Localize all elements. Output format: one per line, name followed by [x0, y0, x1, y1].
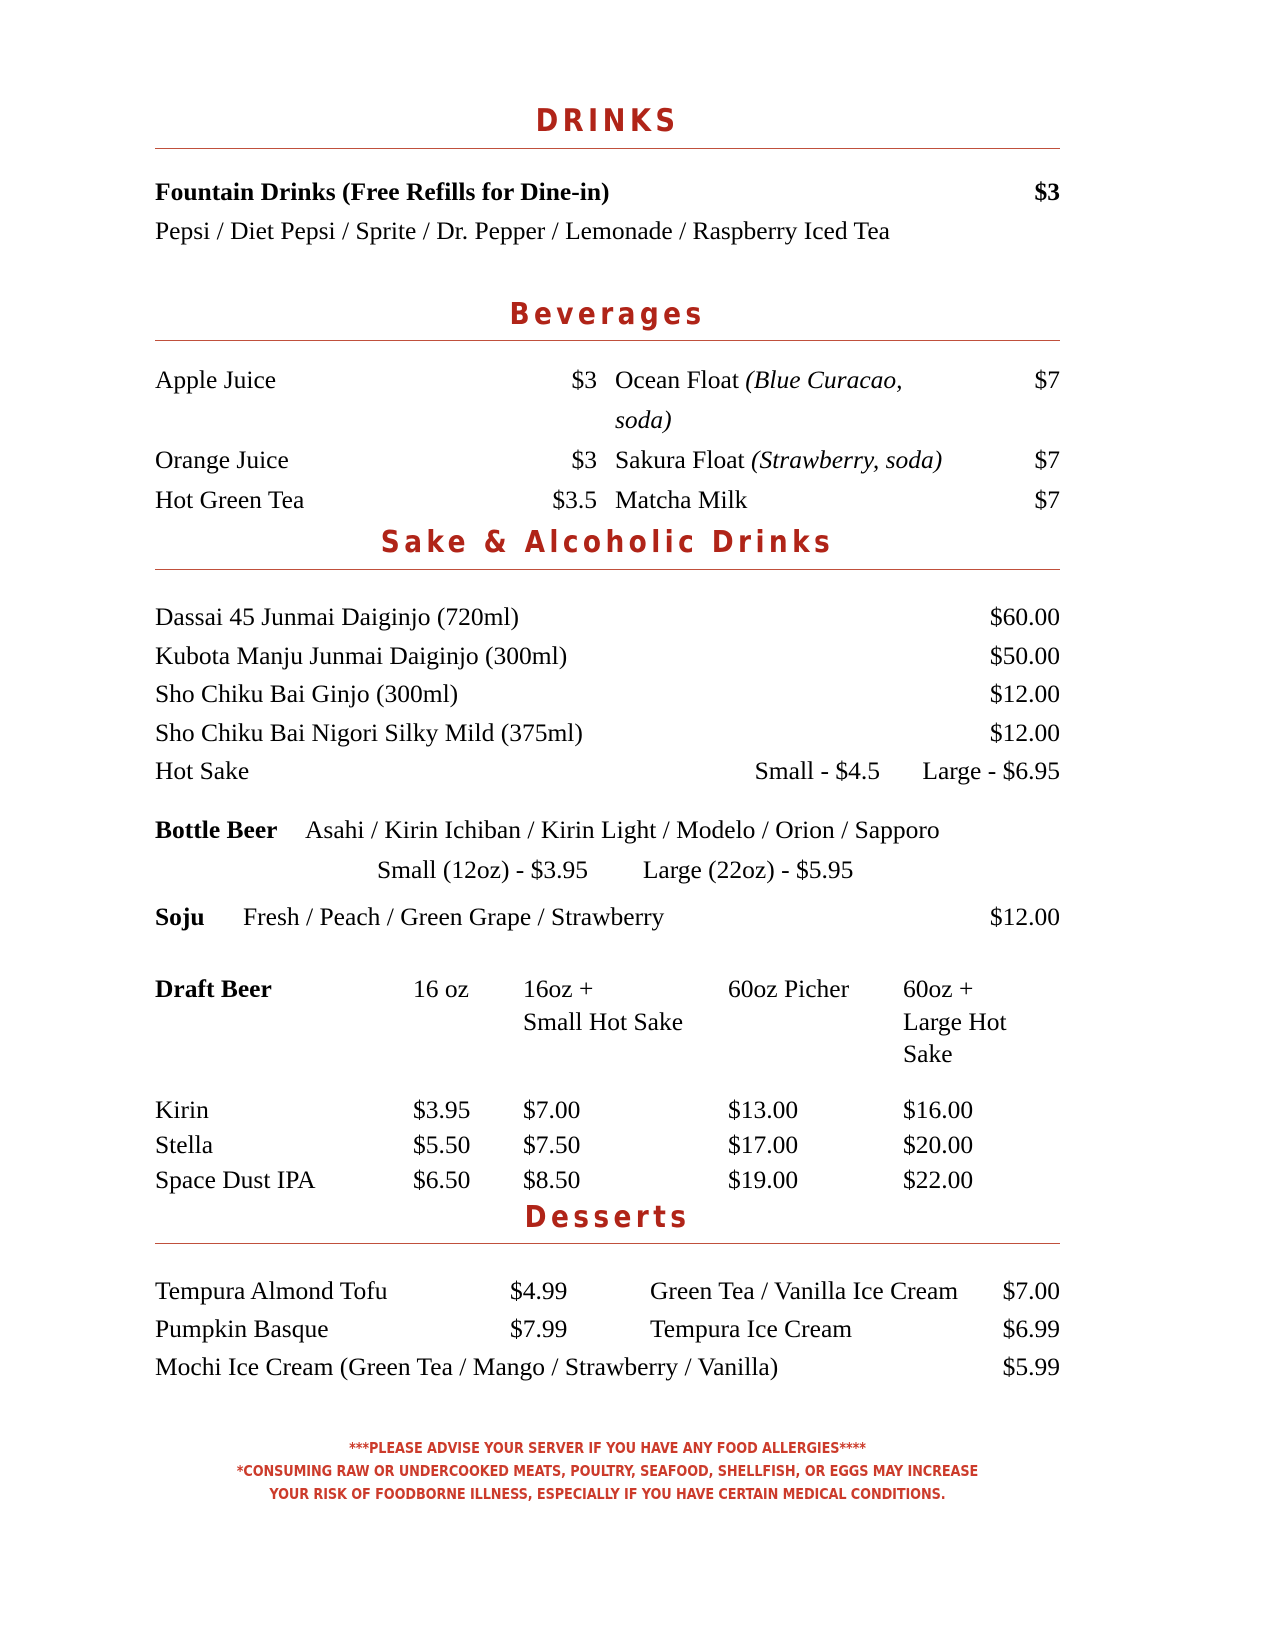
- beverage-price-right: $7: [1034, 365, 1060, 394]
- beverage-label: Ocean Float: [615, 365, 739, 394]
- draft-beer-price: $8.50: [523, 1165, 581, 1194]
- beverages-section-header: [155, 297, 1060, 341]
- beverage-name-right: [615, 480, 960, 520]
- draft-beer-price: $7.50: [523, 1130, 581, 1159]
- bottle-beer-row: [155, 810, 1060, 850]
- beverage-price-right: $7: [1034, 445, 1060, 474]
- sake-row: [155, 714, 1060, 753]
- mochi-ice-cream-name: Mochi Ice Cream (Green Tea / Mango / Strawberry / Vanilla): [155, 1352, 779, 1381]
- beverage-label: Sakura Float: [615, 445, 745, 474]
- beverages-grid: [155, 360, 1060, 520]
- draft-col-header-2: 16oz +: [523, 974, 594, 1003]
- bottle-beer-label: Bottle Beer: [155, 815, 278, 844]
- beverage-name: Orange Juice: [155, 445, 289, 474]
- draft-beer-name: Stella: [155, 1130, 214, 1159]
- desserts-heading: Desserts: [524, 1200, 691, 1235]
- beverage-name-right: [615, 440, 960, 480]
- draft-beer-row: [155, 1092, 1060, 1127]
- desserts-divider: [155, 1243, 1060, 1244]
- draft-beer-row: [155, 1162, 1060, 1197]
- sake-name: Dassai 45 Junmai Daiginjo (720ml): [155, 602, 520, 631]
- draft-beer-price: $17.00: [728, 1130, 799, 1159]
- mochi-ice-cream-price: $5.99: [1002, 1352, 1060, 1381]
- hot-sake-large-price: Large - $6.95: [922, 756, 1060, 785]
- draft-sub-blank: [155, 1006, 413, 1070]
- mochi-ice-cream-row: [155, 1348, 1060, 1386]
- sake-name: Sho Chiku Bai Ginjo (300ml): [155, 679, 459, 708]
- draft-beer-price: $13.00: [728, 1095, 799, 1124]
- draft-beer-header-row: [155, 972, 1060, 1006]
- drinks-section-header: [155, 103, 1060, 149]
- fountain-drinks-price: $3: [1034, 177, 1060, 206]
- fountain-drinks-block: [155, 173, 1060, 251]
- dessert-price: $4.99: [510, 1276, 568, 1305]
- beverage-price-right: $7: [1034, 485, 1060, 514]
- bottle-beer-sizes: [155, 850, 1060, 890]
- draft-spacer-row: [155, 1070, 1060, 1092]
- draft-beer-name: Kirin: [155, 1095, 209, 1124]
- hot-sake-row: [155, 752, 1060, 791]
- draft-beer-price: $22.00: [903, 1165, 974, 1194]
- draft-beer-price: $19.00: [728, 1165, 799, 1194]
- beverage-desc: (Blue Curacao, soda): [615, 365, 903, 434]
- draft-beer-price: $5.50: [413, 1130, 471, 1159]
- draft-beer-label: Draft Beer: [155, 974, 272, 1003]
- sake-name: Kubota Manju Junmai Daiginjo (300ml): [155, 640, 568, 670]
- bottle-beer-block: [155, 810, 1060, 890]
- draft-col-sub-4: Large Hot Sake: [903, 1007, 1007, 1068]
- draft-beer-price: $3.95: [413, 1095, 471, 1124]
- draft-col-header-3: 60oz Picher: [728, 974, 850, 1003]
- draft-col-sub-2: Small Hot Sake: [523, 1007, 684, 1036]
- sake-row: [155, 675, 1060, 714]
- draft-col-sub-3: [728, 1006, 903, 1070]
- desserts-grid: [155, 1272, 1060, 1348]
- bottle-beer-large: Large (22oz) - $5.95: [642, 855, 854, 884]
- draft-beer-price: $20.00: [903, 1130, 974, 1159]
- sake-name: Sho Chiku Bai Nigori Silky Mild (375ml): [155, 717, 583, 747]
- soju-price: $12.00: [989, 902, 1060, 931]
- fountain-drinks-row: [155, 173, 1060, 211]
- soju-row: [155, 897, 1060, 937]
- draft-beer-price: $16.00: [903, 1095, 974, 1124]
- draft-beer-table: [155, 972, 1060, 1197]
- sake-price: $60.00: [989, 602, 1060, 631]
- draft-beer-subheader-row: [155, 1006, 1060, 1070]
- draft-beer-row: [155, 1127, 1060, 1162]
- beverage-price: $3: [571, 365, 597, 394]
- bottle-beer-brands: Asahi / Kirin Ichiban / Kirin Light / Modelo / Orion / Sapporo: [305, 815, 940, 844]
- dessert-price: $7.99: [510, 1314, 568, 1343]
- sake-price: $50.00: [989, 640, 1060, 670]
- sake-heading: Sake & Alcoholic Drinks: [380, 525, 835, 560]
- draft-col-header-1: 16 oz: [413, 974, 469, 1003]
- beverage-name-right: [615, 360, 960, 440]
- dessert-name: Tempura Almond Tofu: [155, 1276, 388, 1305]
- draft-beer-price: $7.00: [523, 1095, 581, 1124]
- disclaimer-line-2: *CONSUMING RAW OR UNDERCOOKED MEATS, POULTRY, SEAFOOD, SHELLFISH, OR EGGS MAY INCREASE: [236, 1462, 979, 1480]
- beverage-name: Apple Juice: [155, 365, 277, 394]
- disclaimer-line-1: ***PLEASE ADVISE YOUR SERVER IF YOU HAVE ANY FOOD ALLERGIES****: [349, 1439, 866, 1457]
- drinks-heading: DRINKS: [535, 103, 680, 139]
- draft-col-sub-1: [413, 1006, 523, 1070]
- hot-sake-name: Hot Sake: [155, 756, 250, 785]
- dessert-price-right: $6.99: [1002, 1314, 1060, 1343]
- menu-page: [155, 0, 1060, 1650]
- soju-label: Soju: [155, 902, 205, 931]
- beverage-price: $3: [571, 445, 597, 474]
- beverages-heading: Beverages: [509, 297, 706, 332]
- sake-bottle-list: [155, 598, 1060, 791]
- beverage-desc: (Strawberry, soda): [750, 445, 943, 474]
- hot-sake-small-price: Small - $4.5: [754, 756, 880, 785]
- beverage-name: Hot Green Tea: [155, 485, 305, 514]
- draft-beer-price: $6.50: [413, 1165, 471, 1194]
- beverage-price: $3.5: [552, 485, 597, 514]
- sake-section-header: [155, 525, 1060, 570]
- sake-price: $12.00: [989, 717, 1060, 747]
- dessert-name-right: Green Tea / Vanilla Ice Cream: [650, 1276, 959, 1305]
- sake-row: [155, 598, 1060, 637]
- dessert-name: Pumpkin Basque: [155, 1314, 329, 1343]
- beverage-label: Matcha Milk: [615, 485, 748, 514]
- draft-col-header-4: 60oz +: [903, 974, 974, 1003]
- dessert-name-right: Tempura Ice Cream: [650, 1314, 853, 1343]
- drinks-divider: [155, 148, 1060, 149]
- fountain-drinks-title: Fountain Drinks (Free Refills for Dine-in): [155, 177, 610, 206]
- disclaimer-line-3: YOUR RISK OF FOODBORNE ILLNESS, ESPECIALLY IF YOU HAVE CERTAIN MEDICAL CONDITIONS.: [269, 1485, 946, 1503]
- sake-price: $12.00: [989, 679, 1060, 708]
- bottle-beer-small: Small (12oz) - $3.95: [377, 855, 589, 884]
- desserts-section-header: [155, 1200, 1060, 1244]
- fountain-drinks-options: Pepsi / Diet Pepsi / Sprite / Dr. Pepper / Lemonade / Raspberry Iced Tea: [155, 216, 890, 245]
- sake-row: [155, 637, 1060, 676]
- allergy-disclaimer: [191, 1437, 1024, 1506]
- dessert-price-right: $7.00: [1002, 1276, 1060, 1305]
- sake-divider: [155, 569, 1060, 570]
- beverages-divider: [155, 340, 1060, 341]
- soju-flavors: Fresh / Peach / Green Grape / Strawberry: [243, 902, 665, 931]
- draft-beer-name: Space Dust IPA: [155, 1165, 316, 1194]
